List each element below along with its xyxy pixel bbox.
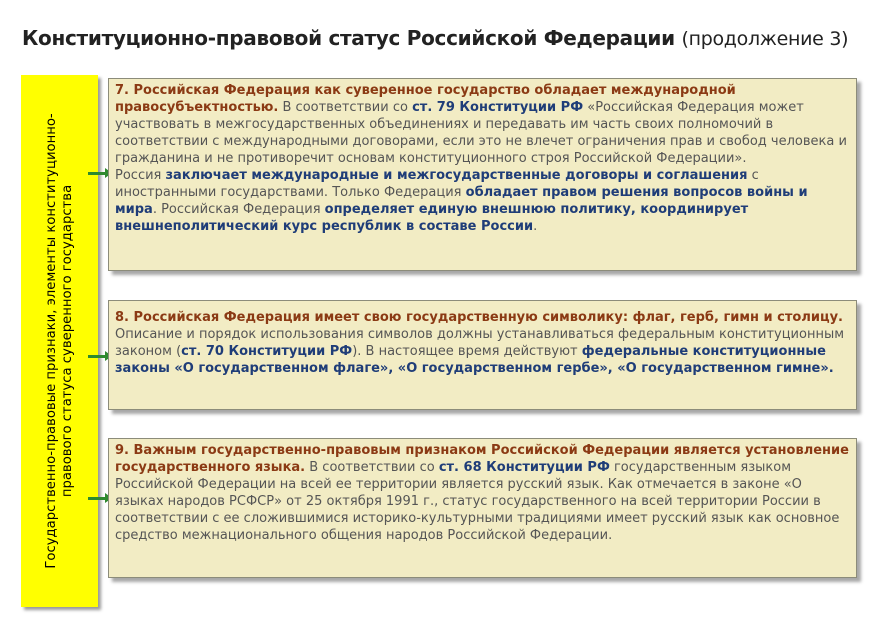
emphasis-text: федеральные конституционные законы «О государственном флаге», «О государственном гербе», «О государственном гимне». (115, 344, 834, 376)
sidebar-label: Государственно-правовые признаки, элементы конституционно-правового статуса суверенного государства (43, 113, 75, 569)
body-text: государственным языком Российской Федерации на всей ее территории является русский язык. Как отмечается в законе «О языках народов РСФСР» от 25 октября 1991 г., статус государственного на всей территории России в соответствии с ее сложившимися историко-культурными традициями имеет русский язык как основное средство межнационального общения народов Российской Федерации. (115, 460, 840, 543)
body-text: В соответствии со (278, 100, 413, 115)
page-title (22, 26, 848, 50)
sidebar-panel (21, 75, 98, 607)
emphasis-text: определяет единую внешнюю политику, координирует внешнеполитический курс республик в составе России (115, 202, 749, 234)
emphasis-text: обладает правом решения вопросов войны и мира (115, 185, 808, 217)
arrow-to-box-7-icon (88, 172, 106, 175)
emphasis-text: ст. 68 Конституции РФ (438, 460, 610, 475)
body-text: . (533, 219, 538, 234)
section-heading: 9. Важным государственно-правовым признаком Российской Федерации является установление государственного языка. (115, 443, 849, 475)
body-text: «Российская Федерация может участвовать в межгосударственных объединениях и передавать им часть своих полномочий в соответствии с международными договорами, если это не влечет ограничения прав и свобод человека и гражданина и не противоречит основам конституционного строя Российской Федерации». (115, 100, 847, 166)
arrow-to-box-9-icon (88, 497, 106, 500)
text-box-international-legal-personality (108, 78, 857, 271)
section-heading: 8. Российская Федерация имеет свою государственную символику: флаг, герб, гимн и столицу. (115, 310, 843, 325)
body-text: . Российская Федерация (152, 202, 325, 217)
body-text: Россия (115, 168, 166, 183)
page-title-main: Конституционно-правовой статус Российской Федерации (22, 26, 675, 50)
text-box-state-language (108, 438, 857, 578)
emphasis-text: ст. 79 Конституции РФ (412, 100, 584, 115)
body-text: В соответствии со (305, 460, 439, 475)
text-box-state-symbols (108, 300, 857, 410)
body-text: с иностранными государствами. Только Федерация (115, 168, 759, 200)
arrow-to-box-8-icon (88, 355, 106, 358)
section-heading: 7. Российская Федерация как суверенное государство обладает международной правосубъектностью. (115, 83, 736, 115)
emphasis-text: ст. 70 Конституции РФ (181, 344, 353, 359)
body-text: ). В настоящее время действуют (352, 344, 582, 359)
page-title-continuation: (продолжение 3) (681, 28, 849, 50)
emphasis-text: заключает международные и межгосударственные договоры и соглашения (165, 168, 748, 183)
body-text: Описание и порядок использования символов должны устанавливаться федеральным конституционным законом ( (115, 327, 845, 359)
